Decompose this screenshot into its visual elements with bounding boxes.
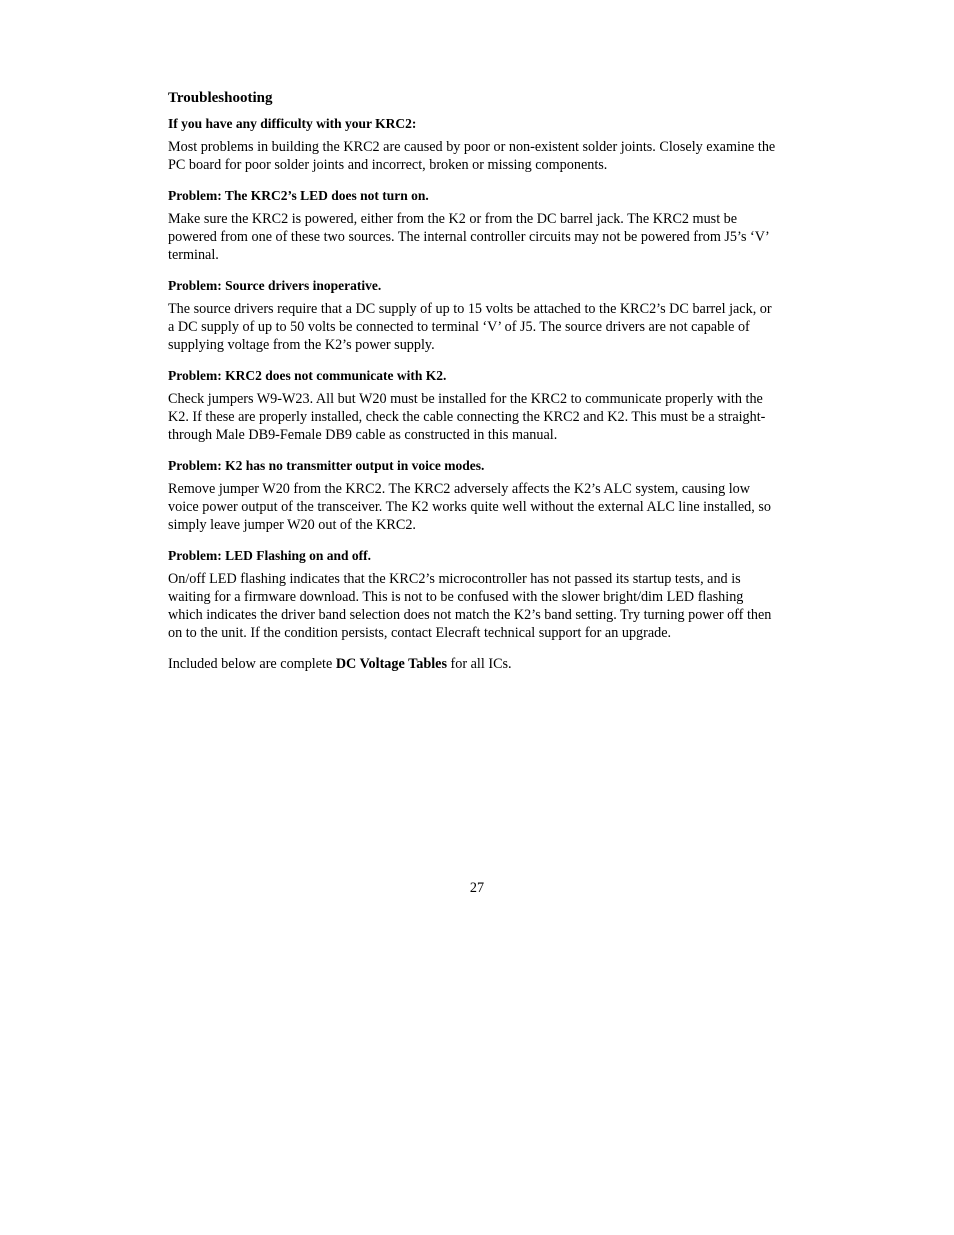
section-heading: Problem: LED Flashing on and off. xyxy=(168,548,372,563)
section-body: Remove jumper W20 from the KRC2. The KRC2 adversely affects the K2’s ALC system, causing low voice power output of the transceiver. The K2 works quite well without the external ALC line installed, so simply leave jumper W20 out of the KRC2. xyxy=(168,481,771,533)
section-body: On/off LED flashing indicates that the KRC2’s microcontroller has not passed its startup tests, and is waiting for a firmware download. This is not to be confused with the slower bright/dim LED flashing which indicates the driver band selection does not match the K2’s band setting. Try turning power off then on to the unit. If the condition persists, contact Elecraft technical support for an upgrade. xyxy=(168,571,772,641)
section-led-flashing xyxy=(168,547,780,642)
section-heading: Problem: The KRC2’s LED does not turn on. xyxy=(168,188,429,203)
page-title: Troubleshooting xyxy=(168,90,273,106)
closing-text-before: Included below are complete xyxy=(168,656,336,672)
page-number: 27 xyxy=(469,880,485,896)
section-heading: Problem: Source drivers inoperative. xyxy=(168,278,382,293)
section-body: Most problems in building the KRC2 are caused by poor or non-existent solder joints. Closely examine the PC board for poor solder joints and incorrect, broken or missing components. xyxy=(168,139,776,173)
dc-voltage-tables-text: DC Voltage Tables xyxy=(335,656,447,672)
section-body: Check jumpers W9-W23. All but W20 must be installed for the KRC2 to communicate properly with the K2. If these are properly installed, check the cable connecting the KRC2 and K2. This must be a straight-through Male DB9-Female DB9 cable as constructed in this manual. xyxy=(168,391,766,443)
section-transmitter-output xyxy=(168,457,780,534)
section-heading: Problem: KRC2 does not communicate with K2. xyxy=(168,368,447,383)
closing-paragraph xyxy=(168,655,780,673)
section-heading: If you have any difficulty with your KRC2: xyxy=(168,116,417,131)
section-source-drivers xyxy=(168,277,780,354)
section-heading: Problem: K2 has no transmitter output in voice modes. xyxy=(168,458,485,473)
section-led-not-on xyxy=(168,187,780,264)
section-communication xyxy=(168,367,780,444)
section-body: The source drivers require that a DC supply of up to 15 volts be attached to the KRC2’s DC barrel jack, or a DC supply of up to 50 volts be connected to terminal ‘V’ of J5. The source drivers are not capable of supplying voltage from the K2’s power supply. xyxy=(168,301,772,353)
section-difficulty xyxy=(168,115,780,174)
document-page xyxy=(168,88,780,673)
closing-text-after: for all ICs. xyxy=(446,656,512,672)
section-body: Make sure the KRC2 is powered, either from the K2 or from the DC barrel jack. The KRC2 must be powered from one of these two sources. The internal controller circuits may not be powered from J5’s ‘V’ terminal. xyxy=(168,211,769,263)
